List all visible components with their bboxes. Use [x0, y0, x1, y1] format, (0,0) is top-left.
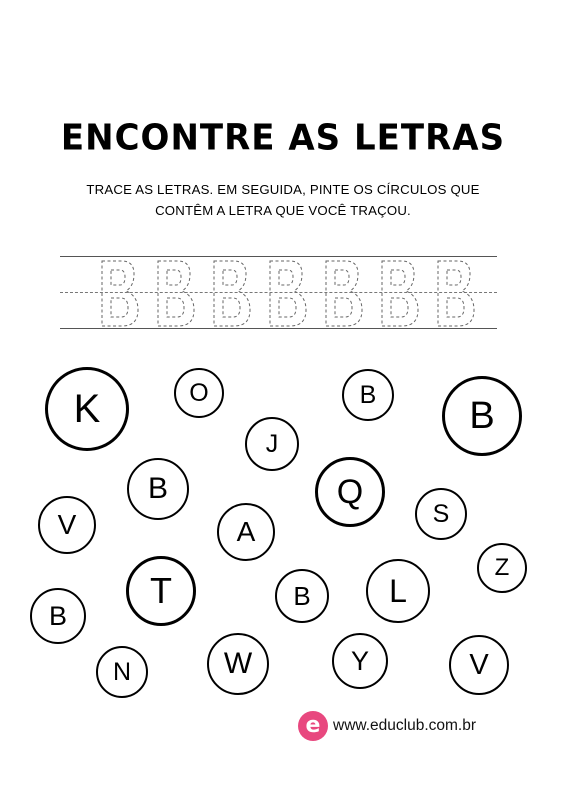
trace-bottom-line: [60, 328, 497, 329]
letter-circle[interactable]: [38, 496, 96, 554]
letter-circle[interactable]: [342, 369, 394, 421]
letter-circle[interactable]: [442, 376, 522, 456]
letter-circle[interactable]: [415, 488, 467, 540]
letter-circle[interactable]: [315, 457, 385, 527]
educlub-logo: e: [298, 711, 328, 741]
circle-letter: T: [150, 570, 172, 611]
circle-letter: W: [223, 647, 253, 680]
circle-letter: B: [293, 581, 311, 611]
letter-circle[interactable]: [30, 588, 86, 644]
letter-circle[interactable]: [45, 367, 129, 451]
footer: [298, 710, 476, 742]
letter-circle[interactable]: [96, 646, 148, 698]
circle-letter: J: [265, 429, 279, 458]
letter-circle[interactable]: [127, 458, 189, 520]
trace-letter[interactable]: [210, 258, 254, 328]
trace-letter[interactable]: [378, 258, 422, 328]
circle-letter: L: [389, 573, 407, 609]
instructions: [60, 179, 506, 221]
letter-circle[interactable]: [332, 633, 388, 689]
trace-letter[interactable]: [434, 258, 478, 328]
circle-letter: V: [469, 648, 489, 681]
circle-letter: K: [73, 387, 101, 431]
letter-circle[interactable]: [207, 633, 269, 695]
circle-letter: S: [432, 499, 450, 528]
letter-circle[interactable]: [174, 368, 224, 418]
trace-letter[interactable]: [266, 258, 310, 328]
letter-circle[interactable]: [245, 417, 299, 471]
letter-circle[interactable]: [126, 556, 196, 626]
circle-letter: A: [236, 516, 256, 547]
circle-letter: B: [469, 395, 495, 437]
circle-letter: Y: [350, 645, 369, 676]
circle-letter: Q: [336, 473, 364, 511]
letter-circle[interactable]: [477, 543, 527, 593]
trace-letter[interactable]: [154, 258, 198, 328]
circle-letter: B: [147, 472, 168, 505]
trace-top-line: [60, 256, 497, 257]
circle-letter: O: [189, 378, 209, 407]
letter-circle[interactable]: [366, 559, 430, 623]
page-title: ENCONTRE AS LETRAS: [60, 117, 506, 159]
trace-letter[interactable]: [98, 258, 142, 328]
circle-letter: V: [57, 509, 77, 540]
instruction-line-1: TRACE AS LETRAS. EM SEGUIDA, PINTE OS CÍRCULOS QUE: [86, 182, 480, 197]
circle-letter: B: [48, 600, 67, 631]
circle-letter: B: [359, 380, 377, 409]
letter-circle[interactable]: [217, 503, 275, 561]
trace-letter[interactable]: [322, 258, 366, 328]
circle-letter: Z: [494, 554, 510, 581]
tracing-area[interactable]: [60, 256, 497, 330]
letter-circle[interactable]: [275, 569, 329, 623]
circle-letter: N: [112, 657, 132, 686]
instruction-line-2: CONTÊM A LETRA QUE VOCÊ TRAÇOU.: [155, 203, 411, 218]
footer-url[interactable]: www.educlub.com.br: [333, 717, 477, 734]
letter-circle[interactable]: [449, 635, 509, 695]
